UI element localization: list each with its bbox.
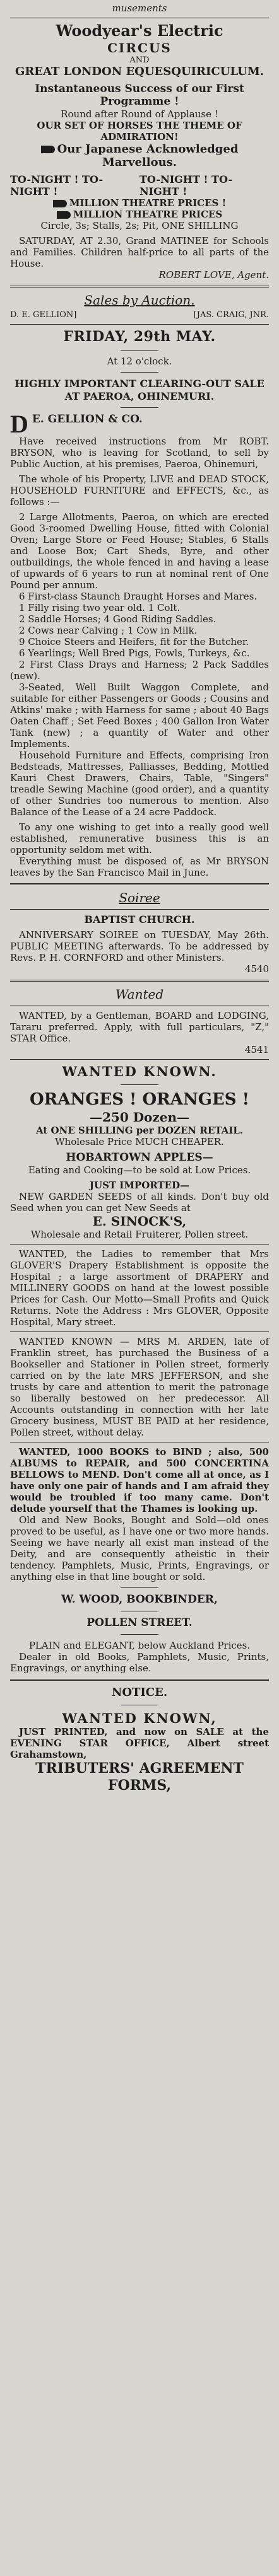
oranges-title: ORANGES ! ORANGES ! [30, 1090, 249, 1110]
notice-printed: JUST PRINTED, and now on SALE at the EVENING STAR OFFICE, Albert street Grahamstown, [10, 1726, 269, 1761]
circus-agent: ROBERT LOVE, Agent. [158, 269, 269, 281]
sale-important: HIGHLY IMPORTANT CLEARING-OUT SALE AT PAEROA, OHINEMURI. [15, 378, 264, 402]
wanted-heading: Wanted [115, 986, 164, 1002]
sale-item: 1 Filly rising two year old. 1 Colt. [19, 601, 181, 613]
notice-heading: NOTICE. [111, 1686, 168, 1700]
soiree-church: BAPTIST CHURCH. [84, 913, 195, 925]
circus-million-prices [10, 209, 269, 220]
sale-opportunity: To any one wishing to get into a really good well established, remunerative business this is an opportunity seldom met with. [10, 821, 269, 856]
wood-plain: PLAIN and ELEGANT, below Auckland Prices. [28, 1640, 251, 1652]
circus-japanese-text: Our Japanese Acknowledged Marvellous. [57, 142, 239, 170]
pointing-hand-icon [57, 211, 71, 219]
sinock-name: E. SINOCK'S, [92, 1213, 187, 1229]
circus-title: Woodyear's Electric [56, 21, 223, 40]
wood-street: POLLEN STREET. [86, 1616, 193, 1630]
wanted-gentleman-ref: 4541 [244, 1043, 269, 1055]
soiree-ref: 4540 [244, 963, 269, 975]
notice-tributers: TRIBUTERS' AGREEMENT FORMS, [35, 1760, 244, 1794]
divider [10, 883, 269, 885]
circus-and: AND [129, 55, 150, 65]
pointing-hand-icon [53, 200, 67, 207]
sale-item: 2 First Class Drays and Harness; 2 Pack Saddles (new). [10, 658, 269, 682]
apples-title: HOBARTOWN APPLES— [66, 1151, 213, 1164]
sale-time: At 12 o'clock. [107, 356, 172, 368]
wanted-gentleman: WANTED, by a Gentleman, BOARD and LODGING, Tararu preferred. Apply, with full particulars, "Z," STAR Office. [10, 1009, 269, 1044]
sale-item: Household Furniture and Effects, comprising Iron Bedsteads, Mattresses, Palliasses, Bedding, Mottled Kauri Chest Drawers, Chairs, Table, "Singers" treadle Sewing Machine (good order), and a quantity of other Sundries too numerous to mention. Also Balance of the Lease of a 24 acre Paddock. [10, 749, 269, 818]
wanted-books-old: Old and New Books, Bought and Sold—old ones proved to be useful, as I have one or two more hands. Seeing we have nearly all exist man instead of the Deity, and are consequently atheistic in their tendency. Pamphlets, Music, Prints, Engravings, or anything else in that line bought or sold. [10, 1514, 269, 1582]
auction-firms [10, 310, 269, 320]
wanted-arden: WANTED KNOWN — MRS M. ARDEN, late of Franklin street, has purchased the Business of a Bookseller and Stationer in Pollen street, formerly carried on by the late MRS JEFFERSON, and she trusts by care and attention to merit the patronage so liberally bestowed on her predecessor. All Accounts outstanding in connection with her late Grocery business, MUST BE PAID at her residence, Pollen street, without delay. [10, 1335, 269, 1438]
divider [121, 407, 158, 408]
circus-subtitle: CIRCUS [107, 40, 172, 55]
oranges-shilling: At ONE SHILLING per DOZEN RETAIL. [35, 1125, 244, 1137]
tonight-left: TO-NIGHT ! TO-NIGHT ! [10, 173, 104, 198]
firm-right: [JAS. CRAIG, JNR. [193, 310, 269, 320]
sinock-desc: Wholesale and Retail Fruiterer, Pollen street. [30, 1228, 249, 1240]
pointing-hand-icon [41, 146, 55, 153]
sale-date: FRIDAY, 29th MAY. [63, 328, 216, 345]
circus-london: GREAT LONDON EQUESQUIRICULUM. [15, 65, 264, 79]
sale-item: 6 First-class Staunch Draught Horses and Mares. [19, 590, 258, 602]
tonight-right: TO-NIGHT ! TO-NIGHT ! [140, 173, 233, 198]
divider [10, 1679, 269, 1681]
circus-horses: OUR SET OF HORSES THE THEME OF ADMIRATION! [37, 119, 242, 142]
tonight-row [10, 173, 269, 197]
sale-firm-name: E. GELLION & CO. [32, 412, 143, 426]
oranges-dozen: —250 Dozen— [89, 1110, 190, 1125]
divider [10, 324, 269, 325]
sale-item: 9 Choice Steers and Heifers, fit for the Butcher. [19, 635, 249, 647]
sale-item: 2 Saddle Horses; 4 Good Riding Saddles. [19, 613, 217, 625]
circus-prices: Circle, 3s; Stalls, 2s; Pit, ONE SHILLING [40, 220, 239, 232]
divider [121, 1634, 158, 1635]
circus-million-text: MILLION THEATRE PRICES ! [69, 197, 227, 209]
wanted-known-title: WANTED KNOWN. [62, 1063, 217, 1079]
sale-items-list [10, 511, 269, 818]
sale-whole: The whole of his Property, LIVE and DEAD STOCK, HOUSEHOLD FURNITURE and EFFECTS, &c., as follows :— [10, 473, 269, 508]
firm-left: D. E. GELLION] [10, 310, 77, 320]
drop-cap: D [10, 409, 28, 438]
circus-matinee: SATURDAY, AT 2.30, Grand MATINEE for Schools and Families. Children half-price to all parts of the House. [10, 235, 269, 270]
circus-million-prices-text: MILLION THEATRE PRICES [73, 209, 223, 221]
sale-item: 6 Yearlings; Well Bred Pigs, Fowls, Turkeys, &c. [19, 647, 250, 659]
divider [10, 980, 269, 982]
sale-firm-block [10, 409, 269, 438]
divider [10, 909, 269, 910]
seeds-text: NEW GARDEN SEEDS of all kinds. Don't buy old Seed when you can get New Seeds at [10, 1190, 269, 1214]
divider [121, 1084, 158, 1085]
sale-intro: Have received instructions from Mr ROBT. BRYSON, who is leaving for Scotland, to sell by Public Auction, at his premises, Paeroa, Ohinemuri, [10, 435, 269, 470]
wanted-ladies: WANTED, the Ladies to remember that Mrs GLOVER'S Drapery Establishment is opposite the Hospital ; a large assortment of DRAPERY and MILLINERY GOODS on hand at the lowest possible Prices for Cash. Our Motto—Small Profits and Quick Returns. Note the Address : Mrs GLOVER, Opposite Hospital, Mary street. [10, 1248, 269, 1328]
soiree-text: ANNIVERSARY SOIREE on TUESDAY, May 26th. PUBLIC MEETING afterwards. To be addressed by Revs. P. H. CORNFORD and other Ministers. [10, 929, 269, 963]
divider [121, 350, 158, 351]
wood-dealer: Dealer in old Books, Pamphlets, Music, Prints, Engravings, or anything else. [10, 1651, 269, 1674]
soiree-heading: Soiree [119, 890, 160, 905]
imported-title: JUST IMPORTED— [89, 1179, 190, 1191]
circus-million [10, 197, 269, 209]
notice-known: WANTED KNOWN, [62, 1710, 217, 1727]
oranges-wholesale: Wholesale Price MUCH CHEAPER. [55, 1136, 224, 1148]
apples-desc: Eating and Cooking—to be sold at Low Prices. [28, 1164, 251, 1176]
section-label-amusements: musements [112, 3, 167, 14]
sale-item: 3-Seated, Well Built Waggon Complete, and suitable for either Passengers or Goods ; Cousins and Atkins' make ; with Harness for same ; about 40 Bags Oaten Chaff ; Set Feed Boxes ; 400 Gallon Iron Water Tank (new) ; a quantity of Water and other Implements. [10, 681, 269, 750]
sale-item: 2 Large Allotments, Paeroa, on which are erected Good 3-roomed Dwelling House, fitted with Colonial Oven; Large Store or Feed House; Stables, 6 Stalls and Loose Box; Cart Sheds, Byre, and other outbuildings, the whole fenced in and having a lease of upwards of 6 years to run at nominal rent of One Pound per annum. [10, 511, 269, 591]
sales-heading: Sales by Auction. [84, 293, 195, 308]
circus-applause: Round after Round of Applause ! [61, 108, 218, 120]
sale-item: 2 Cows near Calving ; 1 Cow in Milk. [19, 624, 198, 636]
divider [121, 372, 158, 373]
divider [10, 286, 269, 287]
circus-success: Instantaneous Success of our First Programme ! [35, 82, 244, 108]
circus-japanese [10, 142, 269, 170]
wanted-books: WANTED, 1000 BOOKS to BIND ; also, 500 ALBUMS to REPAIR, and 500 CONCERTINA BELLOWS to MEND. Don't come all at once, as I have only one pair of hands and I am afraid they would be troubled if too many came. Don't delude yourself that the Thames is looking up. [10, 1446, 269, 1514]
sale-disposed: Everything must be disposed of, as Mr BRYSON leaves by the San Francisco Mail in June. [10, 855, 269, 878]
divider [121, 1587, 158, 1588]
wood-name: W. WOOD, BOOKBINDER, [61, 1593, 218, 1606]
divider [10, 1059, 269, 1060]
